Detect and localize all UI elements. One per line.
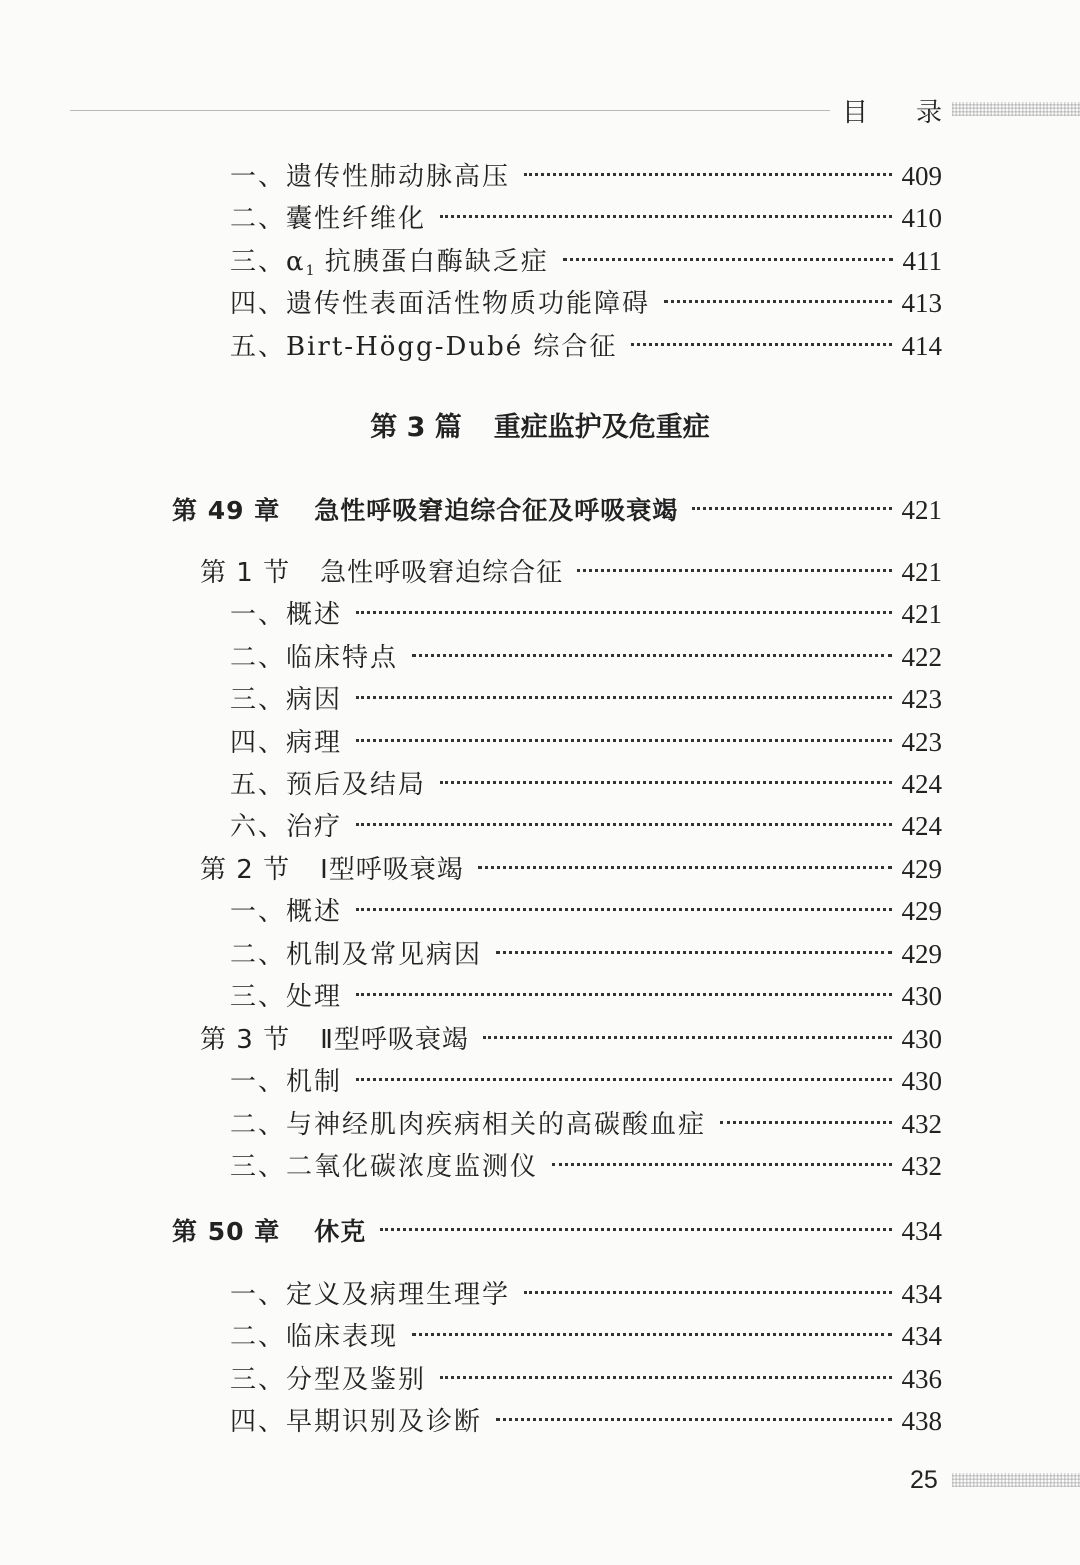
toc-entry-page: 423 [901,727,942,757]
toc-entry[interactable] [230,764,942,804]
leader-dots [356,739,891,742]
toc-entry-page: 434 [901,1321,942,1351]
leader-dots [563,258,893,261]
section-number: 第 3 节 [200,1025,291,1055]
leader-dots [356,908,891,911]
leader-dots [356,1078,891,1081]
toc-entry[interactable] [230,326,942,366]
toc-entry[interactable] [230,934,942,974]
toc-entry-title: 六、治疗 [230,812,343,842]
chapter-title: 急性呼吸窘迫综合征及呼吸衰竭 [314,496,679,525]
toc-entry-title: 一、机制 [230,1067,343,1097]
section-title: 急性呼吸窘迫综合征 [320,558,564,588]
leader-dots [631,343,891,346]
toc-entry-title: 一、概述 [230,600,343,630]
page-number: 25 [910,1466,938,1494]
toc-entry-page: 432 [901,1151,942,1181]
chapter-title: 休克 [314,1217,367,1246]
toc-entry-page: 421 [901,599,942,629]
toc-entry-page: 410 [901,203,942,233]
toc-entry-title: 二、机制及常见病因 [230,940,483,970]
title-subscript: 1 [305,263,315,279]
toc-entry-page: 434 [901,1279,942,1309]
toc-entry-title: 四、遗传性表面活性物质功能障碍 [230,289,651,319]
toc-section-title [200,850,464,890]
leader-dots [380,1228,891,1231]
toc-entry-page: 413 [901,288,942,318]
toc-entry[interactable] [230,806,942,846]
leader-dots [356,611,891,614]
leader-dots [483,1036,892,1039]
toc-entry[interactable] [230,722,942,762]
part-number: 第 3 篇 [370,412,462,443]
leader-dots [577,569,891,572]
leader-dots [720,1121,891,1124]
toc-entry-title: 二、与神经肌肉疾病相关的高碳酸血症 [230,1110,707,1140]
toc-entry[interactable] [230,891,942,931]
toc-entry[interactable] [230,1274,942,1314]
header-dot-pattern [952,102,1080,116]
title-prefix: 三、α [230,247,306,277]
toc-entry-title: 二、临床特点 [230,643,399,673]
toc-entry-page: 424 [901,769,942,799]
toc-entry-title: 三、病因 [230,685,343,715]
toc-entry[interactable] [230,1146,942,1186]
toc-entry[interactable] [230,198,942,238]
toc-entry-title: 二、临床表现 [230,1322,399,1352]
toc-chapter-49[interactable] [172,490,942,530]
toc-entry-page: 421 [901,495,942,525]
toc-entry-title: 一、定义及病理生理学 [230,1280,511,1310]
leader-dots [440,781,891,784]
toc-entry-page: 434 [901,1216,942,1246]
header-char: 目 [842,98,869,128]
section-title: Ⅱ型呼吸衰竭 [320,1025,469,1055]
toc-chapter-title [172,1212,366,1252]
leader-dots [356,696,891,699]
leader-dots [412,654,891,657]
header-char: 录 [915,98,942,128]
toc-entry-page: 432 [901,1109,942,1139]
toc-entry-page: 430 [901,1066,942,1096]
toc-entry-page: 429 [901,854,942,884]
toc-entry[interactable] [230,1359,942,1399]
leader-dots [440,1376,891,1379]
header-rule [70,110,830,111]
toc-entry[interactable] [230,594,942,634]
part-title: 重症监护及危重症 [493,412,710,443]
footer-dot-pattern [952,1473,1080,1487]
section-title: Ⅰ型呼吸衰竭 [320,855,464,885]
leader-dots [524,1291,891,1294]
toc-entry-page: 409 [901,161,942,191]
toc-chapter-title [172,491,678,531]
leader-dots [524,173,891,176]
toc-entry-title: 三、分型及鉴别 [230,1365,427,1395]
leader-dots [356,823,891,826]
chapter-number: 第 50 章 [172,1217,281,1246]
toc-entry-page: 438 [901,1406,942,1436]
leader-dots [412,1333,891,1336]
chapter-number: 第 49 章 [172,496,281,525]
toc-entry-page: 429 [901,896,942,926]
toc-entry-page: 430 [901,1024,942,1054]
toc-entry-page: 436 [901,1364,942,1394]
toc-section[interactable] [200,1019,942,1059]
toc-entry-page: 421 [901,557,942,587]
leader-dots [692,507,891,510]
toc-entry[interactable] [230,1104,942,1144]
toc-entry[interactable] [230,283,942,323]
toc-entry[interactable] [230,1401,942,1441]
toc-entry-title: 二、囊性纤维化 [230,204,427,234]
toc-entry-page: 411 [902,246,942,276]
toc-entry[interactable] [230,1316,942,1356]
leader-dots [496,1418,891,1421]
toc-entry-title: 一、概述 [230,897,343,927]
leader-dots [552,1163,891,1166]
leader-dots [496,951,891,954]
toc-chapter-50[interactable] [172,1211,942,1251]
section-number: 第 2 节 [200,855,291,885]
toc-entry-page: 429 [901,939,942,969]
toc-entry-page: 414 [901,331,942,361]
toc-section[interactable] [200,849,942,889]
toc-entry-title: 四、早期识别及诊断 [230,1407,483,1437]
toc-entry-page: 423 [901,684,942,714]
title-suffix: 抗胰蛋白酶缺乏症 [314,247,549,277]
toc-entry[interactable] [230,241,942,281]
toc-entry-page: 430 [901,981,942,1011]
toc-entry-title: 一、遗传性肺动脉高压 [230,162,511,192]
toc-section[interactable] [200,552,942,592]
toc-entry-title: 三、处理 [230,982,343,1012]
toc-entry-title: 五、Birt-Högg-Dubé 综合征 [230,332,618,362]
leader-dots [478,866,892,869]
toc-entry[interactable] [230,976,942,1016]
toc-entry-page: 424 [901,811,942,841]
toc-entry[interactable] [230,1061,942,1101]
section-number: 第 1 节 [200,558,291,588]
leader-dots [356,993,891,996]
toc-entry[interactable] [230,156,942,196]
toc-entry-title: 五、预后及结局 [230,770,427,800]
part-heading [0,405,1080,444]
running-header-title [842,92,942,129]
leader-dots [664,300,891,303]
toc-entry[interactable] [230,679,942,719]
leader-dots [440,215,891,218]
toc-entry-title: 四、病理 [230,728,343,758]
toc-entry[interactable] [230,637,942,677]
toc-entry-page: 422 [901,642,942,672]
toc-entry-title: 三、二氧化碳浓度监测仪 [230,1152,539,1182]
toc-section-title [200,1020,469,1060]
toc-section-title [200,553,563,593]
